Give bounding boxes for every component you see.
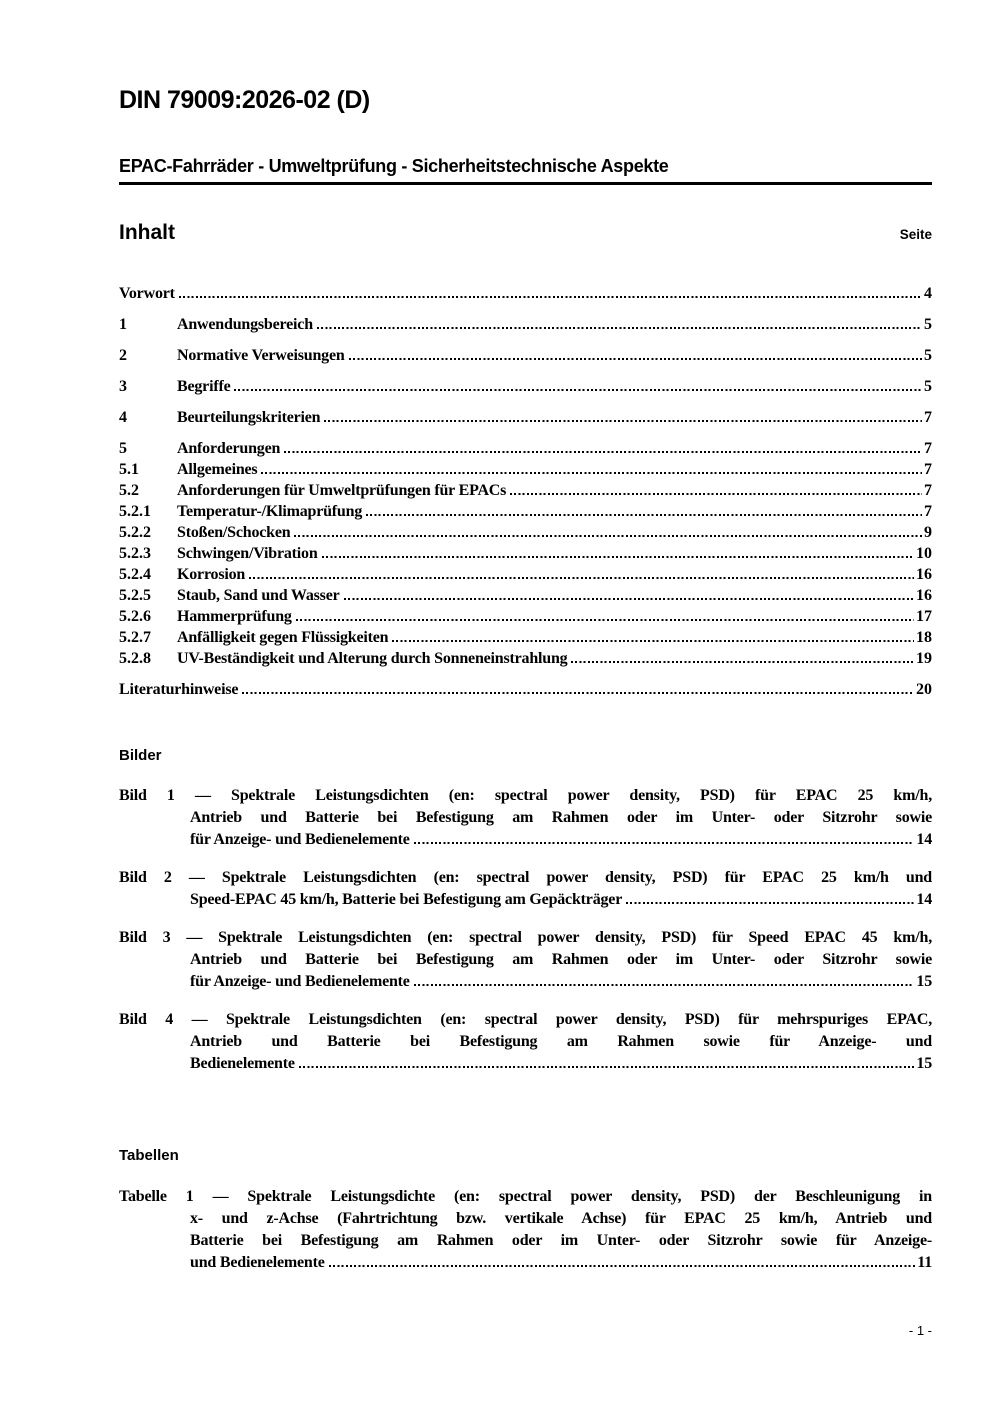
toc-entry — [119, 585, 932, 606]
leader-dots — [349, 358, 922, 360]
table-caption-entry-page: 11 — [917, 1254, 932, 1271]
toc-entry-number: 5.2.2 — [119, 524, 151, 541]
leader-dots — [414, 984, 915, 986]
table-caption-entry — [119, 1186, 932, 1274]
toc-entry-number: 1 — [119, 316, 127, 333]
figure-caption-entry-text: für Anzeige- und Bedienelemente — [190, 973, 410, 990]
toc-entry — [119, 459, 932, 480]
table-caption-entry-line: Batterie bei Befestigung am Rahmen oder im Unter- oder Sitzrohr sowie für Anzeige- — [190, 1232, 932, 1249]
leader-dots — [571, 661, 914, 663]
figure-caption-entry-page: 15 — [916, 1055, 932, 1072]
toc-entry-number: 5.2.6 — [119, 608, 151, 625]
toc-entry-number: 5.2.5 — [119, 587, 151, 604]
toc-entry — [119, 501, 932, 522]
leader-dots — [324, 420, 922, 422]
figure-caption-entry-line: Antrieb und Batterie bei Befestigung am Rahmen oder im Unter- oder Sitzrohr sowie — [190, 951, 932, 968]
toc-entry-title: Anwendungsbereich — [177, 316, 313, 333]
toc-entry-number: 3 — [119, 378, 127, 395]
leader-dots — [510, 493, 922, 495]
toc-entry-title: Staub, Sand und Wasser — [177, 587, 340, 604]
toc-entry-number: 2 — [119, 347, 127, 364]
toc-entry — [119, 606, 932, 627]
toc-entry-number: 5 — [119, 440, 127, 457]
toc-entry — [119, 522, 932, 543]
toc-entry — [119, 648, 932, 669]
leader-dots — [392, 640, 914, 642]
tables-list — [119, 1186, 932, 1274]
toc-entry-title: Anforderungen für Umweltprüfungen für EPACs — [177, 482, 507, 499]
toc-entry-page: 18 — [916, 629, 932, 646]
toc-entry-page: 20 — [916, 681, 932, 698]
toc-entry-page: 9 — [924, 524, 932, 541]
figure-caption-entry-line: Bild 2 — Spektrale Leistungsdichten (en: spectral power density, PSD) für EPAC 25 km/h und — [119, 869, 932, 886]
toc-list — [119, 283, 932, 700]
toc-entry-page: 7 — [924, 461, 932, 478]
figure-caption-entry — [119, 785, 932, 851]
toc-entry-number: 5.2.8 — [119, 650, 151, 667]
leader-dots — [329, 1265, 916, 1267]
toc-entry-title: UV-Beständigkeit und Alterung durch Sonneneinstrahlung — [177, 650, 568, 667]
figure-caption-entry-line: Antrieb und Batterie bei Befestigung am Rahmen oder im Unter- oder Sitzrohr sowie — [190, 809, 932, 826]
figure-caption-entry-line: Bild 4 — Spektrale Leistungsdichten (en: spectral power density, PSD) für mehrspuriges EPAC, — [119, 1011, 932, 1028]
leader-dots — [179, 296, 922, 298]
toc-page-column-label: Seite — [899, 227, 932, 242]
leader-dots — [294, 535, 922, 537]
toc-entry-number: 5.2.3 — [119, 545, 151, 562]
toc-entry-page: 5 — [924, 378, 932, 395]
page-content — [119, 0, 932, 1274]
toc-entry — [119, 480, 932, 501]
leader-dots — [249, 577, 914, 579]
toc-entry-title: Normative Verweisungen — [177, 347, 345, 364]
toc-entry-number: 4 — [119, 409, 127, 426]
figure-caption-entry — [119, 1009, 932, 1075]
toc-entry-page: 16 — [916, 566, 932, 583]
table-caption-entry-last-line — [190, 1252, 932, 1274]
toc-entry-page: 4 — [924, 285, 932, 302]
toc-entry — [119, 345, 932, 366]
figure-caption-entry-text: für Anzeige- und Bedienelemente — [190, 831, 410, 848]
toc-entry-title: Anforderungen — [177, 440, 281, 457]
toc-entry — [119, 314, 932, 335]
figures-section-heading: Bilder — [119, 747, 162, 764]
leader-dots — [284, 451, 922, 453]
toc-entry-number: 5.2 — [119, 482, 139, 499]
toc-entry-number: 5.2.7 — [119, 629, 151, 646]
page-number-footer: - 1 - — [908, 1323, 932, 1338]
leader-dots — [296, 619, 914, 621]
toc-entry-page: 7 — [924, 409, 932, 426]
toc-entry-title: Stoßen/Schocken — [177, 524, 291, 541]
figure-caption-entry-page: 15 — [916, 973, 932, 990]
leader-dots — [414, 842, 915, 844]
toc-entry-title: Korrosion — [177, 566, 246, 583]
tables-section-heading: Tabellen — [119, 1147, 179, 1164]
figure-caption-entry-line: Bild 3 — Spektrale Leistungsdichten (en: spectral power density, PSD) für Speed EPAC 45 km/h, — [119, 929, 932, 946]
toc-entry — [119, 376, 932, 397]
toc-entry — [119, 679, 932, 700]
toc-entry — [119, 543, 932, 564]
toc-entry — [119, 283, 932, 304]
toc-entry-page: 7 — [924, 440, 932, 457]
toc-entry-page: 5 — [924, 347, 932, 364]
figure-caption-entry-line: Antrieb und Batterie bei Befestigung am Rahmen sowie für Anzeige- und — [190, 1033, 932, 1050]
toc-entry-title: Hammerprüfung — [177, 608, 292, 625]
toc-entry-page: 10 — [916, 545, 932, 562]
figure-caption-entry-text: Bedienelemente — [190, 1055, 295, 1072]
doc-title: EPAC-Fahrräder - Umweltprüfung - Sicherheitstechnische Aspekte — [119, 155, 932, 185]
leader-dots — [344, 598, 915, 600]
toc-header-row — [119, 221, 932, 245]
leader-dots — [626, 902, 914, 904]
toc-entry-number: 5.1 — [119, 461, 139, 478]
toc-entry-page: 17 — [916, 608, 932, 625]
toc-entry-title: Begriffe — [177, 378, 231, 395]
figure-caption-entry-line: Bild 1 — Spektrale Leistungsdichten (en: spectral power density, PSD) für EPAC 25 km/h, — [119, 787, 932, 804]
figure-caption-entry-last-line — [190, 889, 932, 911]
table-caption-entry-line: x- und z-Achse (Fahrtrichtung bzw. vertikale Achse) für EPAC 25 km/h, Antrieb und — [190, 1210, 932, 1227]
toc-entry-title: Schwingen/Vibration — [177, 545, 318, 562]
toc-entry — [119, 627, 932, 648]
leader-dots — [261, 472, 922, 474]
leader-dots — [234, 389, 922, 391]
toc-entry — [119, 407, 932, 428]
figure-caption-entry — [119, 927, 932, 993]
table-caption-entry-text: und Bedienelemente — [190, 1254, 325, 1271]
toc-entry — [119, 564, 932, 585]
toc-entry-page: 19 — [916, 650, 932, 667]
toc-entry-title: Anfälligkeit gegen Flüssigkeiten — [177, 629, 389, 646]
toc-entry-page: 5 — [924, 316, 932, 333]
figure-caption-entry-page: 14 — [916, 891, 932, 908]
toc-entry-page: 16 — [916, 587, 932, 604]
leader-dots — [317, 327, 922, 329]
leader-dots — [242, 692, 914, 694]
toc-entry-title: Temperatur-/Klimaprüfung — [177, 503, 363, 520]
table-caption-entry-line: Tabelle 1 — Spektrale Leistungsdichte (en: spectral power density, PSD) der Beschleunigung in — [119, 1188, 932, 1205]
toc-entry-title: Beurteilungskriterien — [177, 409, 321, 426]
toc-entry-title: Vorwort — [119, 285, 175, 302]
figure-caption-entry-last-line — [190, 1053, 932, 1075]
leader-dots — [299, 1066, 915, 1068]
leader-dots — [366, 514, 922, 516]
figure-caption-entry-last-line — [190, 829, 932, 851]
toc-entry-title: Literaturhinweise — [119, 681, 239, 698]
figure-caption-entry-text: Speed-EPAC 45 km/h, Batterie bei Befestigung am Gepäckträger — [190, 891, 623, 908]
toc-heading: Inhalt — [119, 221, 175, 244]
toc-entry-number: 5.2.1 — [119, 503, 151, 520]
doc-code: DIN 79009:2026-02 (D) — [119, 86, 370, 114]
leader-dots — [322, 556, 914, 558]
figure-caption-entry-page: 14 — [916, 831, 932, 848]
figure-caption-entry — [119, 867, 932, 911]
figure-caption-entry-last-line — [190, 971, 932, 993]
toc-entry-title: Allgemeines — [177, 461, 258, 478]
figures-list — [119, 785, 932, 1075]
toc-entry-page: 7 — [924, 503, 932, 520]
toc-entry-number: 5.2.4 — [119, 566, 151, 583]
toc-entry — [119, 438, 932, 459]
toc-entry-page: 7 — [924, 482, 932, 499]
